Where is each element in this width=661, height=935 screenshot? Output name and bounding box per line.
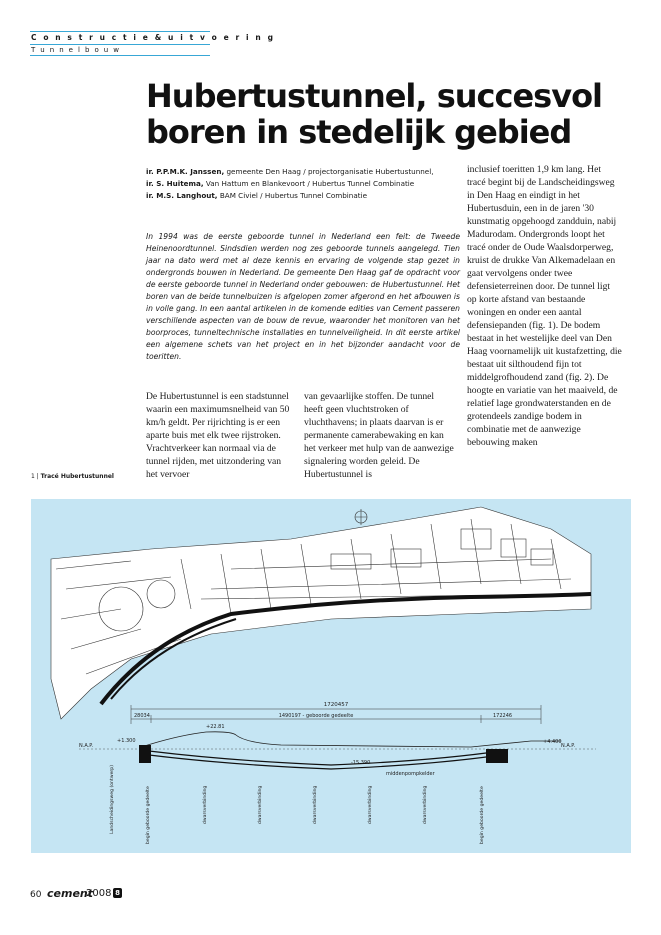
magazine-year: 2008 (86, 888, 112, 899)
figure-caption-text: Tracé Hubertustunnel (40, 473, 114, 480)
vertical-label: dwarsverbinding (203, 785, 208, 824)
author-entry (146, 190, 461, 202)
author-name: ir. P.P.M.K. Janssen, (146, 167, 225, 176)
level-top: +22.81 (206, 724, 225, 730)
route-figure (31, 499, 631, 853)
level-left: +1.300 (117, 738, 136, 744)
figure-caption: 1 | Tracé Hubertustunnel (31, 473, 114, 480)
pump-label: middenpompkelder (386, 771, 435, 777)
vertical-label: dwarsverbinding (313, 785, 318, 824)
vertical-label: Landscheidingsweg (ontwerp) (110, 764, 115, 834)
route-map-drawing (31, 499, 631, 853)
body-column-3: inclusief toeritten 1,9 km lang. Het tracé begint bij de Landscheidingsweg in Den Haag en eindigt in het Hubertusduin, een in de jaren '30 kunstmatig opgehoogd zandduin, nabij Madurodam. Ondergronds loopt het tracé onder de Oude Waalsdorperweg, kruist de drukke Van Alkemadelaan en gaat vervolgens onder twee defensieterreinen door. De tunnel ligt op korte afstand van bestaande woningen en onder een aantal defensiepanden (fig. 1). De bodem bestaat in het westelijke deel van Den Haag voornamelijk uit kustafzetting, die bestaat uit silthoudend fijn tot middelgrofhoudend zand (fig. 2). De hoogte en variatie van het maaiveld, de relatief lage grondwaterstanden en de grotendeels zandige bodem in combinatie met de aanwezige bebouwing maken (467, 164, 622, 448)
vertical-label: dwarsverbinding (423, 785, 428, 824)
article-title: Hubertustunnel, succesvol boren in stedelijk gebied (146, 77, 603, 151)
author-name: ir. M.S. Langhout, (146, 191, 218, 200)
section-label: C o n s t r u c t i e & u i t v o e r i n g (31, 33, 276, 42)
author-entry (146, 178, 461, 190)
author-affiliation: BAM Civiel / Hubertus Tunnel Combinatie (219, 191, 367, 200)
vertical-label: begin geboorde gedeelte (480, 786, 485, 844)
page-number: 60 (30, 890, 42, 900)
author-entry (146, 166, 461, 178)
longitudinal-section (79, 702, 596, 844)
nap-left-label: N.A.P. (79, 743, 94, 749)
author-affiliation: gemeente Den Haag / projectorganisatie Hubertustunnel, (226, 167, 434, 176)
vertical-label: begin geboorde gedeelte (146, 786, 151, 844)
header-rule-bottom (30, 55, 210, 56)
level-right: +4.400 (543, 739, 562, 745)
dimension-bored: 1490197 - geboorde gedeelte (278, 713, 354, 719)
route-map (51, 507, 591, 719)
nap-right-label: N.A.P. (561, 743, 576, 749)
dimension-total: 1720457 (323, 702, 349, 708)
issue-badge-icon: 8 (113, 888, 122, 898)
dimension-left: 28034 (134, 713, 150, 719)
magazine-name: cement (47, 887, 93, 900)
header-rule-top (30, 31, 210, 32)
subsection-label: T u n n e l b o u w (31, 46, 121, 54)
author-list (146, 166, 461, 202)
body-column-1: De Hubertustunnel is een stadstunnel waarin een maximumsnelheid van 50 km/h geldt. Per rijrichting is er een aparte buis met elk twee rijstroken. Vrachtverkeer kan normaal via de tunnel rijden, met uitzondering van het vervoer (146, 391, 290, 480)
author-affiliation: Van Hattum en Blankevoort / Hubertus Tunnel Combinatie (205, 179, 415, 188)
header-rule-middle (30, 44, 210, 45)
dimension-right: 172246 (493, 713, 513, 719)
body-column-2: van gevaarlijke stoffen. De tunnel heeft geen vluchtstroken of vluchthavens; in plaats daarvan is er permanente camerabewaking en kan het verkeer met hulp van de aanwezige signalering worden geleid. De Hubertustunnel is (304, 391, 454, 480)
intro-paragraph: In 1994 was de eerste geboorde tunnel in Nederland een feit: de Tweede Heinenoordtunnel. Sindsdien werden nog zes geboorde tunnels aangelegd. Tien jaar na dato werd met al deze kennis en ervaring de volgende stap gezet in ondergronds bouwen in Nederland. De gemeente Den Haag gaf de opdracht voor de eerste geboorde tunnel in Nederland onder gebouwen: de Hubertustunnel. Het boren van de beide tunnelbuizen is afgelopen zomer afgerond en het afbouwen is in volle gang. In een aantal artikelen in de komende edities van Cement passeren verschillende aspecten van de bouw de revue, waaronder het monitoren van het boorproces, tunneltechnische installaties en tunnelveiligheid. In dit eerste artikel een algemene schets van het project en in het bijzonder aandacht voor de toeritten. (146, 232, 460, 361)
level-bottom: -15.390 (351, 760, 371, 766)
author-name: ir. S. Huitema, (146, 179, 204, 188)
vertical-label: dwarsverbinding (258, 785, 263, 824)
figure-number: 1 (31, 473, 35, 480)
vertical-label: dwarsverbinding (368, 785, 373, 824)
